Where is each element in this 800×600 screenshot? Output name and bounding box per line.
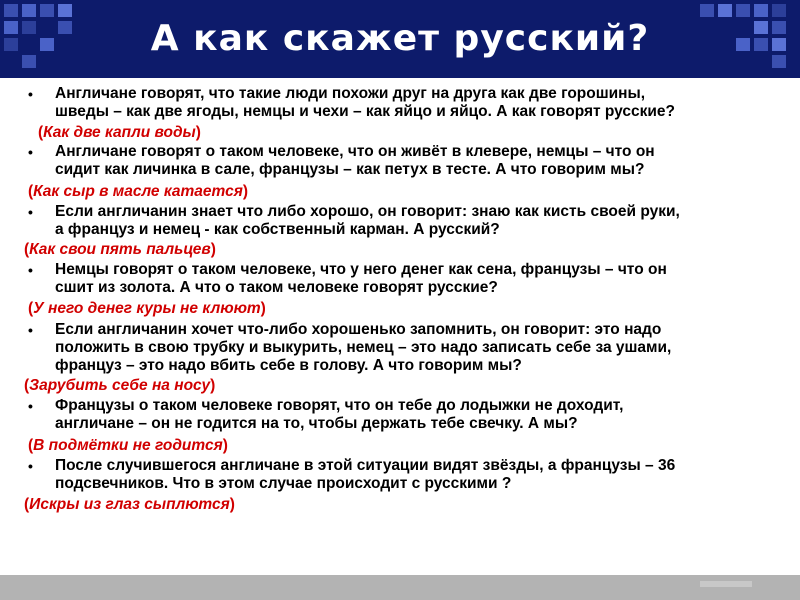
- bullet-icon: •: [28, 398, 33, 414]
- decor-square: [40, 4, 54, 17]
- answer-line: (Зарубить себе на носу): [24, 377, 216, 394]
- item-text-line: положить в свою трубку и выкурить, немец – это надо записать себе за ушами,: [55, 339, 672, 356]
- item-text-line: Англичане говорят о таком человеке, что он живёт в клевере, немцы – что он: [55, 143, 655, 160]
- footer-decor-strip: [700, 581, 752, 587]
- answer-line: (Как свои пять пальцев): [24, 241, 216, 258]
- decor-square: [700, 4, 714, 17]
- bullet-icon: •: [28, 144, 33, 160]
- decor-square: [772, 4, 786, 17]
- decor-square: [4, 4, 18, 17]
- decor-square: [58, 4, 72, 17]
- item-text-line: Французы о таком человеке говорят, что он тебе до лодыжки не доходит,: [55, 397, 624, 414]
- answer-text: Как свои пять пальцев: [29, 241, 211, 258]
- slide-footer-bar: [0, 575, 800, 600]
- answer-line: (Как две капли воды): [38, 124, 201, 141]
- bullet-icon: •: [28, 322, 33, 338]
- bullet-icon: •: [28, 262, 33, 278]
- item-text-line: сидит как личинка в сале, французы – как петух в тесте. А что говорим мы?: [55, 161, 645, 178]
- item-text-line: Англичане говорят, что такие люди похожи друг на друга как две горошины,: [55, 85, 646, 102]
- answer-line: (У него денег куры не клюют): [28, 300, 266, 317]
- answer-line: (В подмётки не годится): [28, 437, 228, 454]
- answer-text: Как сыр в масле катается: [33, 183, 243, 200]
- item-text-line: Немцы говорят о таком человеке, что у него денег как сена, французы – что он: [55, 261, 667, 278]
- answer-text: У него денег куры не клюют: [33, 300, 261, 317]
- item-text-line: сшит из золота. А что о таком человеке говорят русские?: [55, 279, 498, 296]
- answer-line: (Как сыр в масле катается): [28, 183, 249, 200]
- item-text-line: шведы – как две ягоды, немцы и чехи – как яйцо и яйцо. А как говорят русские?: [55, 103, 676, 120]
- item-text-line: а француз и немец - как собственный карман. А русский?: [55, 221, 500, 238]
- answer-line: (Искры из глаз сыплются): [24, 496, 235, 513]
- bullet-icon: •: [28, 204, 33, 220]
- item-text-line: подсвечников. Что в этом случае происходит с русскими ?: [55, 475, 512, 492]
- decor-square: [754, 4, 768, 17]
- bullet-icon: •: [28, 458, 33, 474]
- decor-square: [22, 4, 36, 17]
- slide-header: [0, 0, 800, 78]
- item-text-line: Если англичанин знает что либо хорошо, он говорит: знаю как кисть своей руки,: [55, 203, 680, 220]
- decor-square: [718, 4, 732, 17]
- decor-square: [736, 4, 750, 17]
- answer-text: Искры из глаз сыплются: [29, 496, 230, 513]
- item-text-line: После случившегося англичане в этой ситуации видят звёзды, а французы – 36: [55, 457, 676, 474]
- bullet-icon: •: [28, 86, 33, 102]
- item-text-line: англичане – он не годится на то, чтобы держать тебе свечку. А мы?: [55, 415, 578, 432]
- answer-text: Как две капли воды: [43, 124, 196, 141]
- item-text-line: Если англичанин хочет что-либо хорошенько запомнить, он говорит: это надо: [55, 321, 662, 338]
- slide-body: [0, 80, 800, 570]
- slide-title: А как скажет русский?: [150, 18, 650, 59]
- answer-text: В подмётки не годится: [33, 437, 223, 454]
- item-text-line: француз – это надо вбить себе в голову. А что говорим мы?: [55, 357, 522, 374]
- answer-text: Зарубить себе на носу: [29, 377, 211, 394]
